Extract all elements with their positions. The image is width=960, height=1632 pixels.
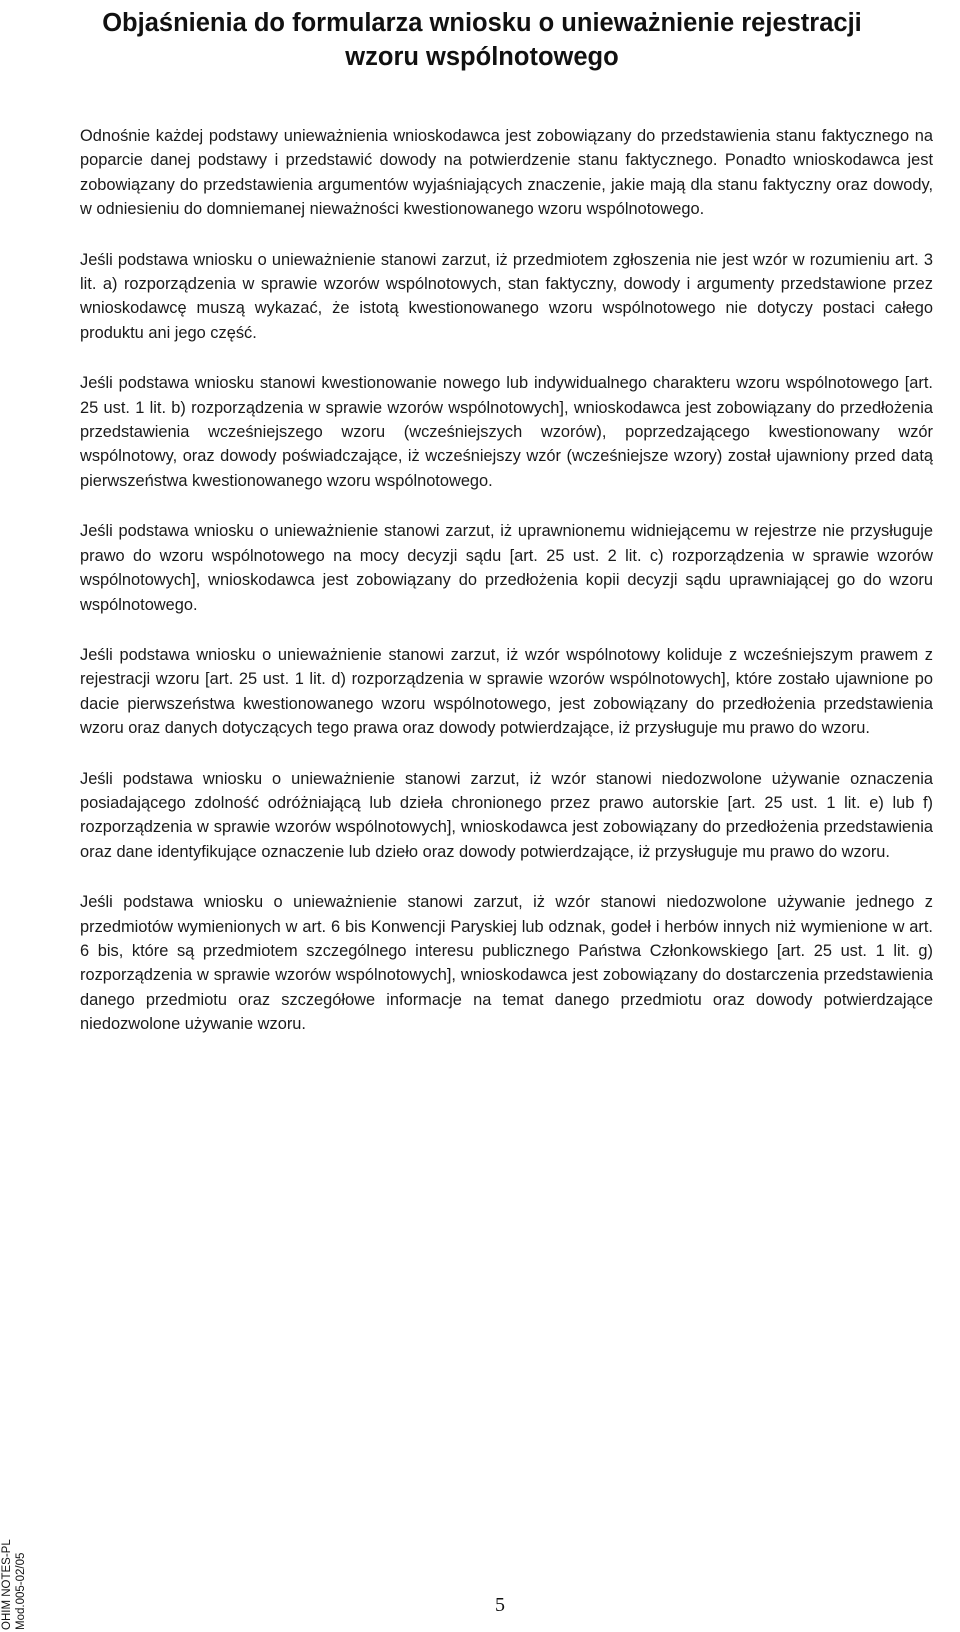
paragraph-paris-convention: Jeśli podstawa wniosku o unieważnienie stanowi zarzut, iż wzór stanowi niedozwolone używanie jednego z przedmiotów wymienionych w art. 6 bis Konwencji Paryskiej lub odznak, godeł i herbów innych niż wymienione w art. 6 bis, które są przedmiotem szczególnego interesu publicznego Państwa Członkowskiego [art. 25 ust. 1 lit. g) rozporządzenia w sprawie wzorów wspólnotowych], wnioskodawca jest zobowiązany do dostarczenia przedstawienia danego przedmiotu oraz szczegółowe informacje na temat danego przedmiotu oraz dowody potwierdzające niedozwolone używanie wzoru. <box>80 893 933 1034</box>
paragraph-earlier-design-right: Jeśli podstawa wniosku o unieważnienie stanowi zarzut, iż wzór wspólnotowy koliduje z wcześniejszym prawem z rejestracji wzoru [art. 25 ust. 1 lit. d) rozporządzenia w sprawie wzorów wspólnotowych], które zostało ujawnione po dacie pierwszeństwa kwestionowanego wzoru wspólnotowego, jest zobowiązany do przedłożenia przedstawienia wzoru oraz danych dotyczących tego prawa oraz dowody potwierdzające, iż przysługuje mu prawo do wzoru. <box>80 645 933 738</box>
form-reference-line-1: OHIM NOTES-PL <box>1 1539 13 1630</box>
paragraph-novelty-individual-character: Jeśli podstawa wniosku stanowi kwestionowanie nowego lub indywidualnego charakteru wzoru wspólnotowego [art. 25 ust. 1 lit. b) rozporządzenia w sprawie wzorów wspólnotowych], wnioskodawca jest zobowiązany do przedłożenia przedstawienia wcześniejszego wzoru (wcześniejszych wzorów), poprzedzającego kwestionowany wzór wspólnotowy, oraz dowody poświadczające, iż wcześniejszy wzór (wcześniejsze wzory) został ujawniony przed datą pierwszeństwa kwestionowanego wzoru wspólnotowego. <box>80 374 933 490</box>
form-reference-line-2: Mod.005-02/05 <box>15 1552 27 1630</box>
paragraph-art3-design-definition: Jeśli podstawa wniosku o unieważnienie stanowi zarzut, iż przedmiotem zgłoszenia nie jest wzór w rozumieniu art. 3 lit. a) rozporządzenia w sprawie wzorów wspólnotowych, stan faktyczny, dowody i argumenty przedstawione przez wnioskodawcę muszą wykazać, że istotą kwestionowanego wzoru wspólnotowego nie dotyczy postaci całego produktu ani jego część. <box>80 250 933 342</box>
document-body <box>80 124 933 1063</box>
page-number: 5 <box>495 1594 505 1616</box>
form-reference-note <box>2 1460 42 1630</box>
paragraph-court-decision: Jeśli podstawa wniosku o unieważnienie stanowi zarzut, iż uprawnionemu widniejącemu w rejestrze nie przysługuje prawo do wzoru wspólnotowego na mocy decyzji sądu [art. 25 ust. 2 lit. c) rozporządzenia w sprawie wzorów wspólnotowych], wnioskodawca jest zobowiązany do przedłożenia kopii decyzji sądu uprawniającej go do wzoru wspólnotowego. <box>80 522 933 614</box>
paragraph-distinctive-sign-copyright: Jeśli podstawa wniosku o unieważnienie stanowi zarzut, iż wzór stanowi niedozwolone używanie oznaczenia posiadającego zdolność odróżniającą lub dzieła chronionego przez prawo autorskie [art. 25 ust. 1 lit. e) lub f) rozporządzenia w sprawie wzorów wspólnotowych], wnioskodawca jest zobowiązany do przedłożenia przedstawienia oraz dane identyfikujące oznaczenie lub dzieło oraz dowody potwierdzające, iż przysługuje mu prawo do wzoru. <box>80 769 933 861</box>
document-title: Objaśnienia do formularza wniosku o unieważnienie rejestracji wzoru wspólnotowego <box>102 9 862 71</box>
paragraph-general-requirements: Odnośnie każdej podstawy unieważnienia wnioskodawca jest zobowiązany do przedstawienia stanu faktycznego na poparcie danej podstawy i przedstawić dowody na potwierdzenie stanu faktycznego. Ponadto wnioskodawca jest zobowiązany do przedstawienia argumentów wyjaśniających znaczenie, jakie mają dla stanu faktyczny oraz dowody, w odniesieniu do domniemanej nieważności kwestionowanego wzoru wspólnotowego. <box>80 127 933 219</box>
